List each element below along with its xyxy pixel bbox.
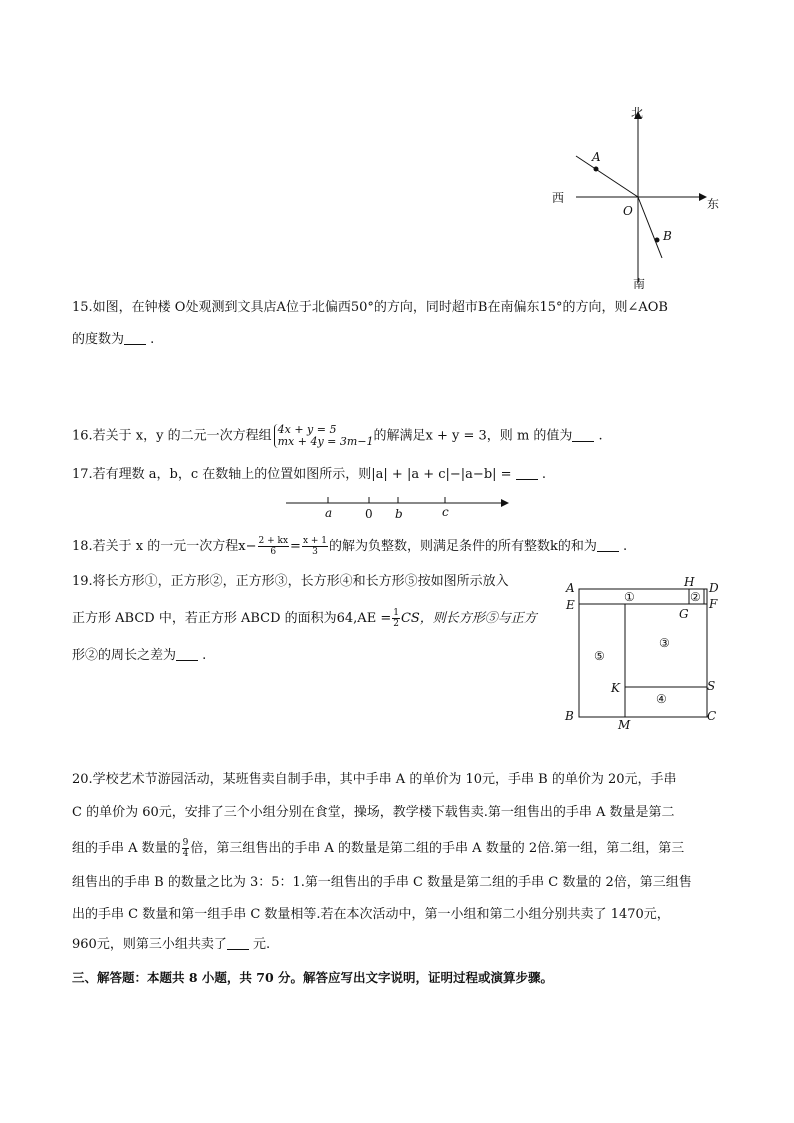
fig-label-d: D xyxy=(709,581,719,595)
q17-answer-blank xyxy=(516,465,538,480)
q18-fraction-2: $\frac{x + 1}{3}$ xyxy=(302,536,328,557)
q18-line: 18.若关于 x 的一元一次方程x− $\frac{2 + kx}{6}$ = $\frac{x + 1}{3}$ 的解为负整数，则满足条件的所有整数k的和为 . xyxy=(72,536,628,557)
q20-line2: C 的单价为 60元，安排了三个小组分别在食堂，操场，教学楼下载售卖.第一组售出的手串 A 数量是第二 xyxy=(72,805,675,820)
compass-figure xyxy=(540,100,730,295)
fig-label-m: M xyxy=(618,718,631,732)
q19-answer-blank xyxy=(176,646,198,661)
west-label: 西 xyxy=(552,191,565,205)
section-3-heading: 三、解答题：本题共 8 小题，共 70 分。解答应写出文字说明，证明过程或演算步骤。 xyxy=(72,970,554,985)
q20-line3: 组的手串 A 数量的 $\frac{9}{4}$ 倍，第三组售出的手串 A 的数量是第二组的手串 A 数量的 2倍.第一组，第二组，第三 xyxy=(72,838,685,859)
north-label: 北 xyxy=(631,106,644,120)
numline-label-b: b xyxy=(395,507,403,521)
fig-label-b: B xyxy=(565,709,574,723)
numline-label-0: 0 xyxy=(365,507,373,521)
fig-label-a: A xyxy=(566,581,575,595)
fig-label-h: H xyxy=(684,575,695,589)
q20-line5: 出的手串 C 数量和第一组手串 C 数量相等.若在本次活动中，第一小组和第二小组分别共卖了 1470元， xyxy=(72,907,670,922)
fig-label-f: F xyxy=(709,597,718,611)
fig-label-c: C xyxy=(707,709,717,723)
q16-equation-system: 4x + y = 5 mx + 4y = 3m−1 xyxy=(274,424,374,448)
q20-line4: 组售出的手串 B 的数量之比为 3：5：1.第一组售出的手串 C 数量是第二组的手串 C 数量的 2倍，第三组售 xyxy=(72,875,692,890)
numline-label-c: c xyxy=(442,505,449,519)
q18-answer-blank xyxy=(597,537,619,552)
q19-line3: 形②的周长之差为 . xyxy=(72,648,207,663)
south-label: 南 xyxy=(633,277,646,291)
compass-point-b: B xyxy=(663,229,672,243)
q15-line2: 的度数为 . xyxy=(72,332,155,347)
fig-region-5: ⑤ xyxy=(594,649,605,663)
q18-fraction-1: $\frac{2 + kx}{6}$ xyxy=(258,536,289,557)
q20-answer-blank xyxy=(227,935,249,950)
fig-region-3: ③ xyxy=(659,636,670,650)
fig-label-k: K xyxy=(611,681,620,695)
q20-line6: 960元，则第三小组共卖了 元. xyxy=(72,937,271,952)
fig-region-1: ① xyxy=(624,590,635,604)
q16-line: 16.若关于 x，y 的二元一次方程组 4x + y = 5 mx + 4y = 3m−1 的解满足x + y = 3，则 m 的值为 . xyxy=(72,423,603,448)
compass-origin: O xyxy=(623,204,633,218)
numline-label-a: a xyxy=(325,506,333,520)
point-b-dot xyxy=(655,238,660,243)
q19-fraction: $\frac{1}{2}$ xyxy=(393,608,399,629)
fig-label-s: S xyxy=(707,679,716,693)
compass-point-a: A xyxy=(592,150,601,164)
point-a-dot xyxy=(594,167,599,172)
fig-label-g: G xyxy=(679,607,689,621)
q20-line1: 20.学校艺术节游园活动，某班售卖自制手串，其中手串 A 的单价为 10元，手串 B 的单价为 20元，手串 xyxy=(72,772,677,787)
q17-line: 17.若有理数 a，b，c 在数轴上的位置如图所示，则|a| + |a + c|−|a−b| = . xyxy=(72,467,546,482)
q15-answer-blank xyxy=(124,330,146,345)
east-label: 东 xyxy=(707,197,720,211)
q19-line2: 正方形 ABCD 中，若正方形 ABCD 的面积为64,AE = $\frac{1}{2}$ CS，则长方形⑤与正方 xyxy=(72,608,537,629)
fig-region-4: ④ xyxy=(656,692,667,706)
q15-line1: 15.如图，在钟楼 O处观测到文具店A位于北偏西50°的方向，同时超市B在南偏东15°的方向，则∠AOB xyxy=(72,300,668,315)
q20-fraction: $\frac{9}{4}$ xyxy=(182,838,189,859)
ray-oa xyxy=(576,156,638,197)
ray-ob xyxy=(638,197,662,258)
fig-label-e: E xyxy=(566,598,575,612)
fig-region-2: ② xyxy=(690,590,701,604)
q19-line1: 19.将长方形①，正方形②，正方形③，长方形④和长方形⑤按如图所示放入 xyxy=(72,574,509,589)
q16-answer-blank xyxy=(572,427,594,442)
